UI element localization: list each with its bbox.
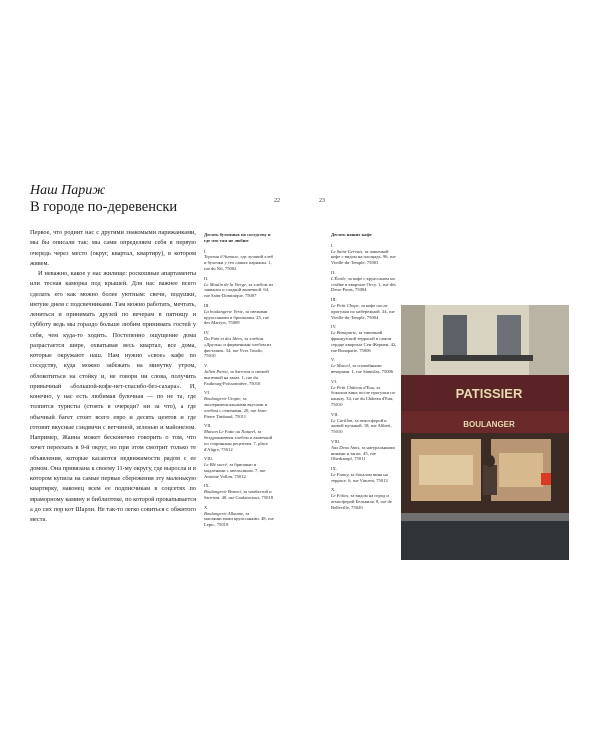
list-item-text: за атмосферой и живой музыкой. 18, rue Alibert, 75010 <box>331 417 392 435</box>
body-text <box>30 228 196 525</box>
list-item <box>204 423 274 452</box>
list-item <box>204 249 274 272</box>
list-item-name: Терезия д'Антиле, <box>204 254 240 260</box>
list-item-name: Le Blé sucré, <box>204 462 229 468</box>
list-item <box>331 379 397 408</box>
list-item-number: I. <box>204 248 207 254</box>
list-item-name: Le Carillon, <box>331 417 354 423</box>
list-item <box>331 243 397 266</box>
list-item <box>331 439 397 462</box>
list-item <box>331 357 397 374</box>
list-item-text: за видом на город и атмосферой Бельвиля. 8, rue de Belleville, 75020 <box>331 493 392 510</box>
heading-main: В городе по-деревенски <box>30 199 178 215</box>
list-item-name: Le Petit Chope, <box>331 302 360 308</box>
list-item-text: где лучший хлеб и булочки у тех самых парижан. 1, rue du Nil, 75002 <box>204 254 274 271</box>
list-item-text: за бриошью и мадленами с апельсином. 7, rue Antoine Vollon, 75012 <box>204 462 266 479</box>
list-item-name: Boulangerie Bonnet, <box>204 489 243 495</box>
bakeries-list <box>204 232 274 532</box>
list-item-name: Boulangerie Allaume, <box>204 510 245 516</box>
list-item-text: за маслянистыми круассанами. 48, rue Lepic, 75018 <box>204 510 274 528</box>
list-item-number: VII. <box>331 411 339 417</box>
page-number-right: 23 <box>319 198 325 204</box>
bakery-photo <box>401 305 569 560</box>
list-item-text: за спокойными вечерами. 1, rue Stanislas, 75006 <box>331 363 394 374</box>
list-item-number: VI. <box>204 390 210 396</box>
list-item-name: Le Folies, <box>331 493 350 499</box>
list-item-text: за кофе с круассаном на стойке в квартале Отсу. 1, rue des Deux-Ponts, 75004 <box>331 275 396 293</box>
list-item <box>331 487 397 510</box>
list-item-number: X. <box>331 487 336 493</box>
list-item-name: Le Saint-Gervais, <box>331 248 364 254</box>
list-item <box>204 483 274 500</box>
bakeries-list-title: Десять булочных по соседству и где что там не любим <box>204 232 271 243</box>
patissier-sign: PATISSIER <box>455 386 523 401</box>
boulanger-sign: BOULANGER <box>463 420 515 429</box>
list-item-name: Boulangerie Utopie, <box>204 396 242 402</box>
list-item-number: IX. <box>204 483 210 489</box>
list-item <box>204 303 274 326</box>
list-item-name: Du Pain et des Idées, <box>204 335 244 341</box>
list-item <box>204 456 274 479</box>
list-item <box>204 505 274 528</box>
list-item-number: V. <box>331 357 335 363</box>
list-item-text: за натуральными винами и тапас. 45, rue Oberkampf, 75011 <box>331 444 395 462</box>
list-item-number: X. <box>204 504 209 510</box>
list-item-name: L'Étoile, <box>331 275 347 281</box>
list-item-text: за экспериментальными вкусами и хлебом с семенами. 20, rue Jean-Pierre Timbaud, 75011 <box>204 396 268 419</box>
list-item-number: VIII. <box>204 456 214 462</box>
list-item-number: III. <box>331 297 337 303</box>
list-item-name: Aux Deux Amis, <box>331 444 361 450</box>
list-item-number: II. <box>331 269 336 275</box>
list-item-name: Le Moulin de la Vierge, <box>204 281 248 287</box>
paragraph: Первое, что роднит нас с другими знакомыми парижанками, мы бы описали так: мы сами определяем себя в первую очередь через место (округ, квартал, квартиру), в котором живем. <box>30 229 196 267</box>
list-item <box>204 330 274 359</box>
list-item-text: за багетом и свежей выпечкой на заказ. 1, rue du Faubourg-Poissonnière, 75010 <box>204 368 269 386</box>
list-item <box>204 363 274 386</box>
list-item-text: за типичной французской террасой в самом сердце квартала Сен-Жермен. 42, rue Bonaparte, 75006 <box>331 330 397 353</box>
list-item-name: Julien Parisi, <box>204 368 229 374</box>
list-item-text: за чашечкой кофе с видом на площадь. 96, rue Vieille-du-Temple, 75003 <box>331 248 396 266</box>
list-item-number: V. <box>204 363 208 369</box>
page-number-left: 22 <box>274 198 280 204</box>
list-item-name: Le Marcel, <box>331 363 351 369</box>
list-item <box>331 297 397 320</box>
list-item-text: за хлебом «Друзья» и фирменным хлебом из фисташек. 34, rue Yves Toudic, 75010 <box>204 335 272 359</box>
list-item-name: Maison Le Fatte au Naturel, <box>204 429 257 435</box>
list-item-number: I. <box>331 242 334 248</box>
heading-italic: Наш Париж <box>30 183 106 198</box>
list-item-text: за кофе после прогулки по набережной. 34, rue Vieille-du-Temple, 75004 <box>331 302 395 320</box>
list-item-number: VIII. <box>331 438 341 444</box>
cafes-list-title: Десять наших кафе <box>331 232 372 237</box>
list-item <box>331 412 397 435</box>
list-item-name: Le Petit Château d'Eau, <box>331 384 376 390</box>
paragraph: И неважно, какое у нас жилище: роскошные апартаменты или тесная каморка под крышей. Для нас важнее всего сделать его как можно более уютным: свечи, подушки, интуие днем с подсвечниками. Там можно работать, мечтать, лениться и принимать друзей по вечерам в пятницу и субботу ведь мы гораздо больше любим принимать гостей у себя, чем куда-то ходить. Постепенно ощущение дома разрастается шире, охватывая весь квартал, все дома, которые окружают наш. Нам нужно «свое» кафе по соседству, куда можно забежать на минутку утром, облокотиться на стойку и, не говоря ни слова, получить привычный «большой-кофе-нет-спасибо-без-сахара». И, конечно, у нас есть любимая булочная — по не та, где толпятся туристы (стоять в очереди? ни за что), а где обычный багет стоит всего евро и десять центов и где готовят вкусные сэндвичи с ветчиной, зеленью и майонезом. Например, Жанна может бесконечно говорить о том, что хочет переехать в 9-й округ, но при этом смотрит только те объявления, которые касаются недвижимости рядом с ее домом. Она привязана к своему 11-му округу, где выросла и в котором купила на самые первые сбережения эту маленькую квартирку, наконец всем ее подписчикам в соцсетях по мраморному камину и библиотеке, по которой прокапывается а до сих пор кот Шарли. Не так-то легко совиться с обжитого места. <box>30 270 196 523</box>
list-item <box>331 324 397 353</box>
list-item-number: VII. <box>204 423 212 429</box>
list-item-number: IX. <box>331 466 337 472</box>
list-item-text: за хлебом из закваски и сладкой выпечкой. 64, rue Saint-Dominique, 75007 <box>204 281 273 299</box>
list-item-number: III. <box>204 302 210 308</box>
list-item-number: IV. <box>331 324 337 330</box>
cafes-list <box>331 232 397 515</box>
list-item-number: IV. <box>204 330 210 336</box>
list-item-name: Le Bonaparte, <box>331 330 358 336</box>
list-item-name: Le Fanny, <box>331 471 350 477</box>
list-item-number: VI. <box>331 378 337 384</box>
list-item-text: за бокалом вина на террасе. 6, rue Vincent, 75013 <box>331 471 388 483</box>
list-item-text: за бокалом вина после прогулки по каналу. 34, rue du Château d'Eau, 75010 <box>331 384 396 407</box>
list-item-text: за свежими круассанами и бриошами. 25, rue des Martyrs, 75009 <box>204 308 269 326</box>
list-item-text: за чиабаттой и багетом. 48, rue Caulaincourt, 75018 <box>204 489 274 501</box>
list-item <box>204 276 274 299</box>
list-item-text: за бездрожжевым хлебом и выпечкой по старинным рецептам. 7, place d'Aligre, 75012 <box>204 429 273 452</box>
list-item <box>204 390 274 419</box>
list-item-number: II. <box>204 275 209 281</box>
list-item <box>331 466 397 483</box>
list-item <box>331 270 397 293</box>
list-item-name: La boulangerie Verte, <box>204 308 244 314</box>
